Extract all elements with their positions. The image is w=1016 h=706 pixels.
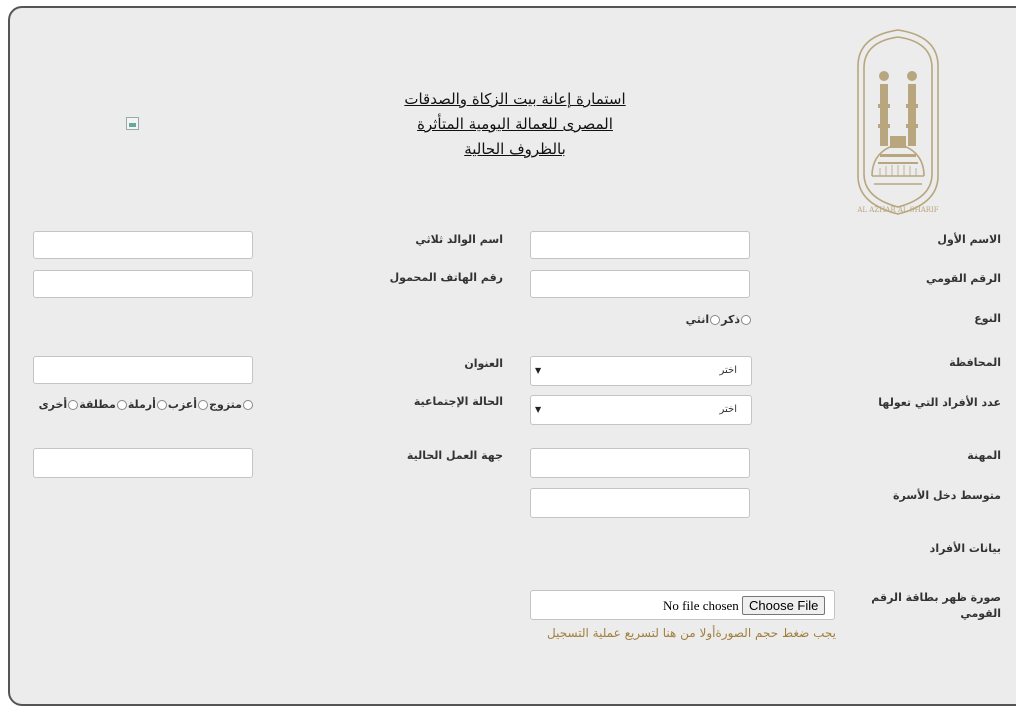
national-id-input[interactable] xyxy=(530,270,750,298)
id-back-image-label-line1: صورة ظهر بطاقة الرقم xyxy=(871,591,1001,604)
marital-divorced-radio[interactable] xyxy=(117,400,127,410)
current-employer-input[interactable] xyxy=(33,448,253,478)
marital-status-label: الحالة الإجتماعية xyxy=(413,395,503,408)
title-line-3: بالظروف الحالية xyxy=(464,140,566,158)
compress-image-hint[interactable]: يجب ضغط حجم الصورةأولا من هنا لتسريع عملية التسجيل xyxy=(547,626,836,640)
id-back-image-file-input[interactable] xyxy=(530,590,835,620)
first-name-input[interactable] xyxy=(530,231,750,259)
occupation-label: المهنة xyxy=(967,449,1001,462)
marital-widow-radio[interactable] xyxy=(157,400,167,410)
father-name-label: اسم الوالد ثلاثي xyxy=(415,233,503,246)
first-name-label: الاسم الأول xyxy=(937,233,1001,246)
members-data-label: بيانات الأفراد xyxy=(929,542,1001,555)
title-line-2: المصرى للعمالة اليومية المتأثرة xyxy=(417,115,613,133)
chevron-down-icon: ▼ xyxy=(535,366,542,375)
marital-married-label: متزوج xyxy=(209,398,242,411)
gender-male-label: ذكر xyxy=(721,313,740,326)
gender-radio-group xyxy=(686,313,752,326)
title-line-1: استمارة إعانة بيت الزكاة والصدقات xyxy=(404,90,626,108)
address-label: العنوان xyxy=(464,357,503,370)
marital-other-label: أخرى xyxy=(38,398,68,411)
chevron-down-icon: ▼ xyxy=(535,405,542,414)
choose-file-button[interactable]: Choose File xyxy=(742,596,825,615)
father-name-input[interactable] xyxy=(33,231,253,259)
mobile-label: رقم الهاتف المحمول xyxy=(389,271,503,284)
marital-status-radio-group xyxy=(39,398,254,411)
address-input[interactable] xyxy=(33,356,253,384)
marital-widow-label: أرملة xyxy=(127,398,156,411)
governorate-select[interactable] xyxy=(530,356,752,386)
id-back-image-label-line2: القومي xyxy=(960,607,1001,620)
gender-female-radio[interactable] xyxy=(710,315,720,325)
dependents-selected: اختر xyxy=(719,404,737,415)
dependents-select[interactable] xyxy=(530,395,752,425)
family-income-label: متوسط دخل الأسرة xyxy=(893,489,1001,502)
marital-single-label: أعزب xyxy=(167,398,198,411)
marital-other-radio[interactable] xyxy=(68,400,78,410)
broken-image-icon xyxy=(126,117,139,130)
marital-married-radio[interactable] xyxy=(243,400,253,410)
logo-text: AL AZHAR AL SHARIF xyxy=(857,206,939,214)
file-status-text: No file chosen xyxy=(663,598,739,613)
national-id-label: الرقم القومي xyxy=(925,272,1001,285)
mobile-input[interactable] xyxy=(33,270,253,298)
form-title xyxy=(330,87,700,162)
occupation-input[interactable] xyxy=(530,448,750,478)
id-back-image-label xyxy=(871,590,1001,622)
marital-divorced-label: مطلقة xyxy=(79,398,116,411)
gender-label: النوع xyxy=(974,312,1001,325)
governorate-selected: اختر xyxy=(719,365,737,376)
family-income-input[interactable] xyxy=(530,488,750,518)
dependents-label: عدد الأفراد التي تعولها xyxy=(878,396,1001,409)
gender-female-label: انثي xyxy=(685,313,710,326)
marital-single-radio[interactable] xyxy=(198,400,208,410)
governorate-label: المحافظة xyxy=(949,356,1001,369)
current-employer-label: جهة العمل الحالية xyxy=(406,449,503,462)
al-azhar-logo xyxy=(850,26,946,216)
gender-male-radio[interactable] xyxy=(741,315,751,325)
